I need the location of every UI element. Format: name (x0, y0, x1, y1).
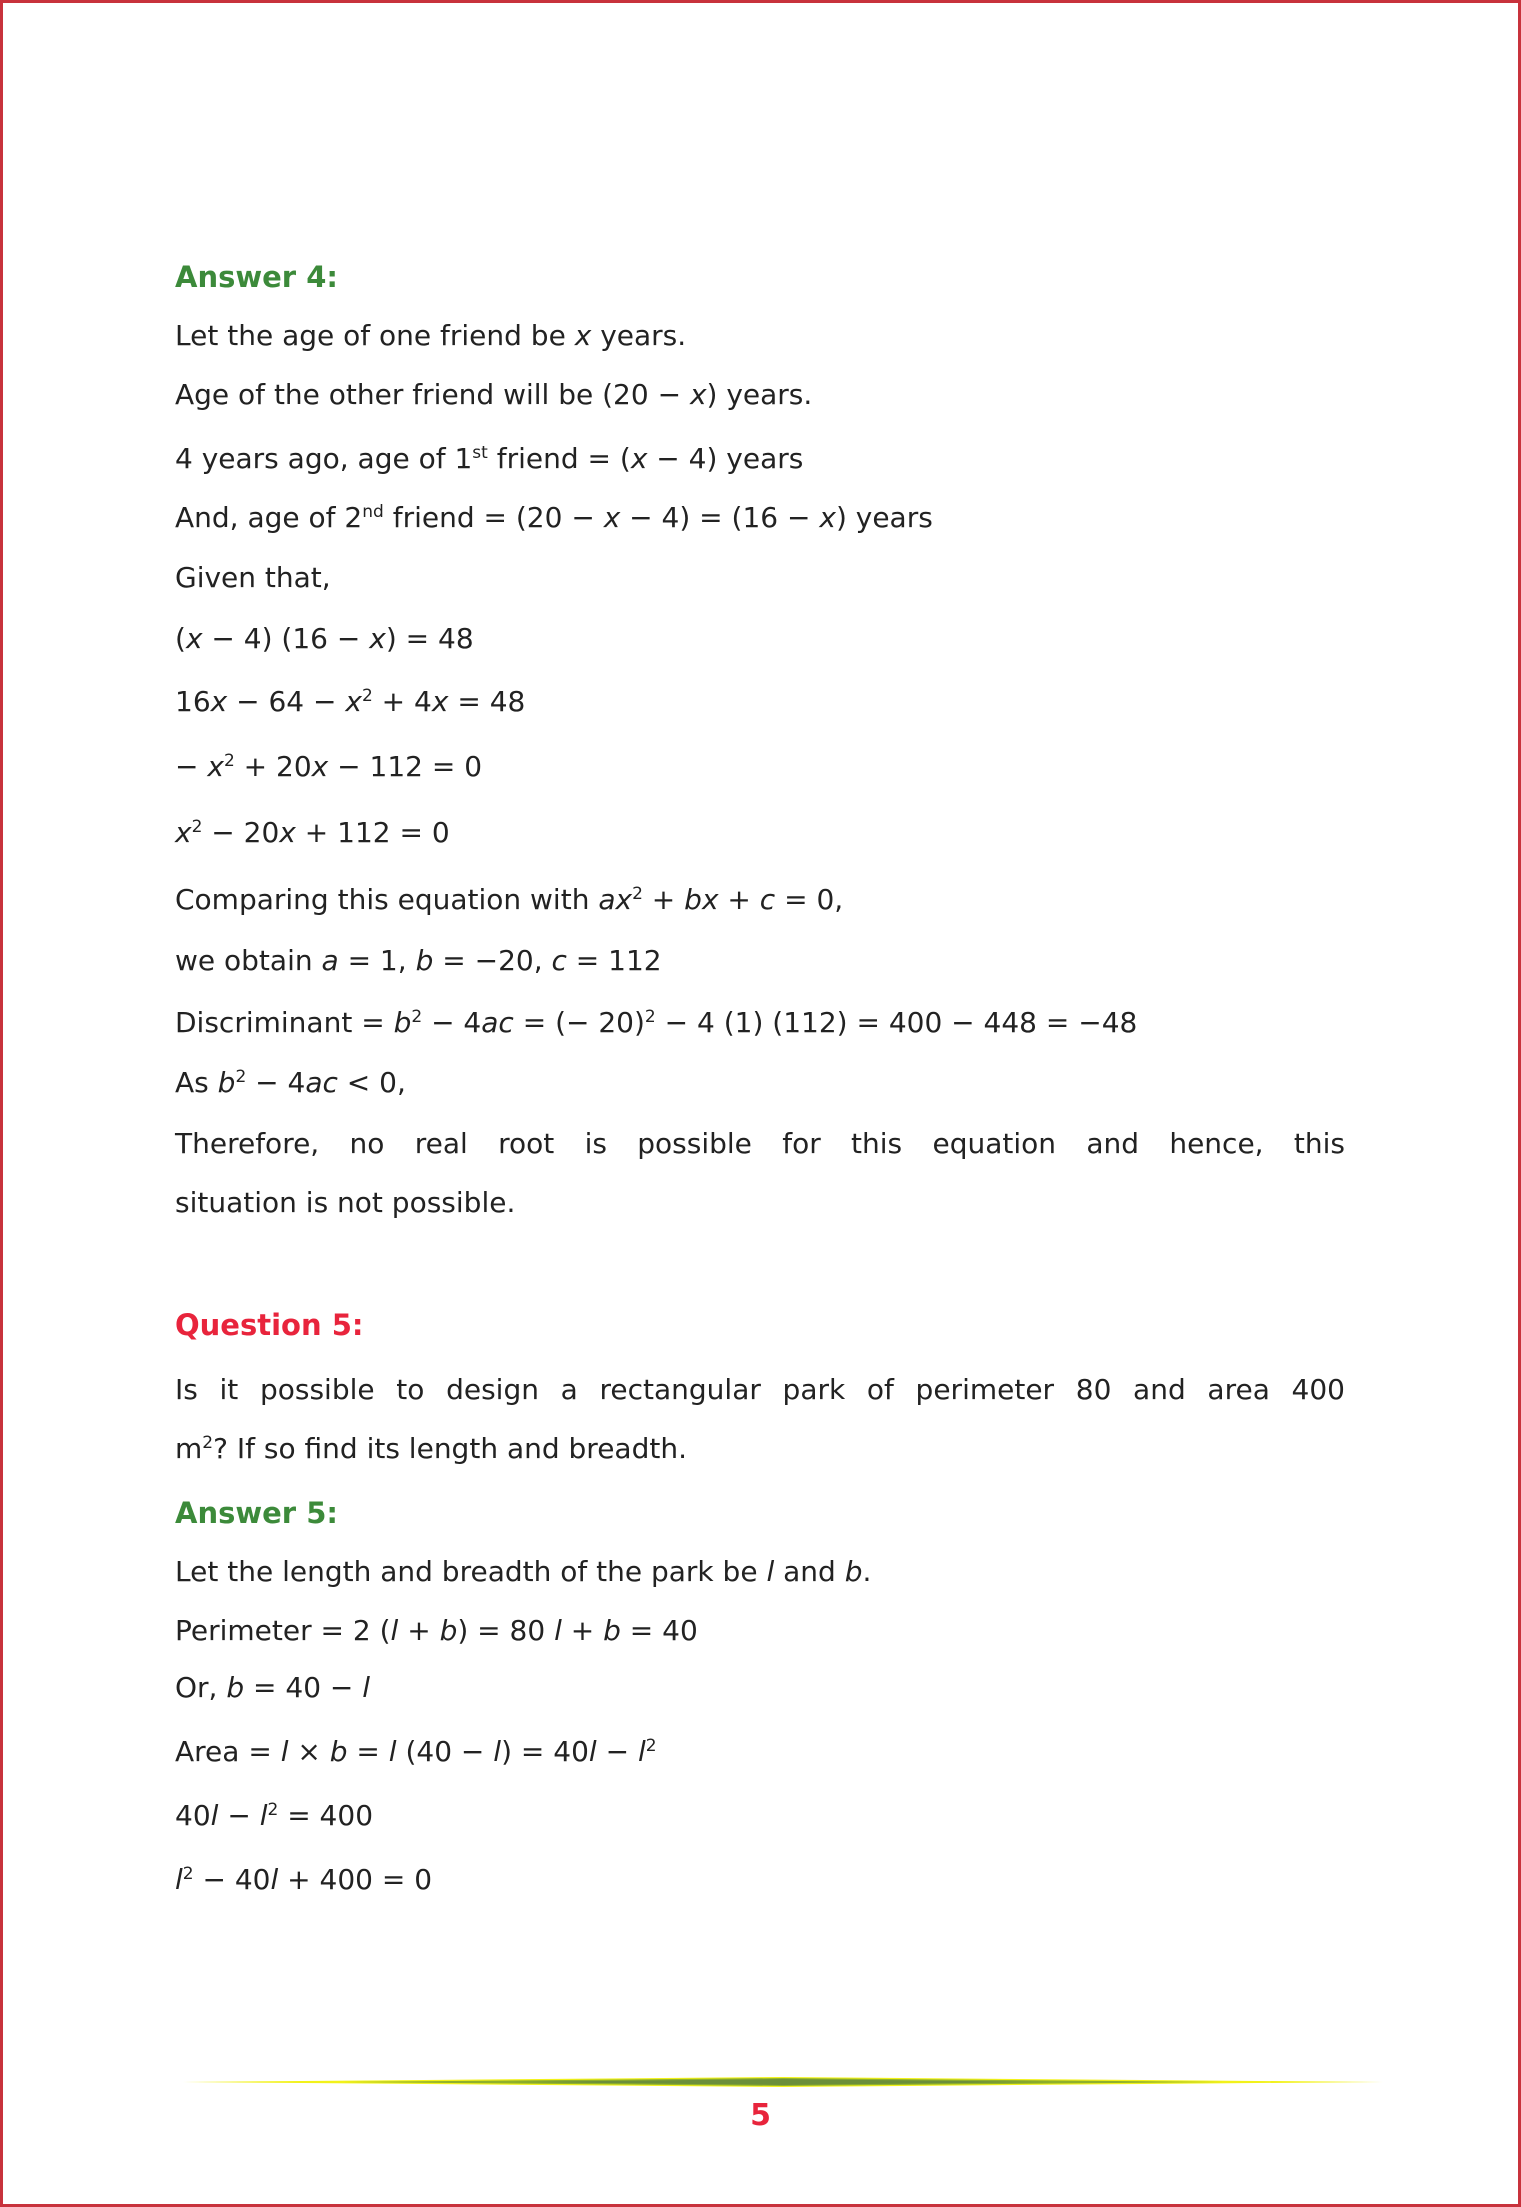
math-variable: a (321, 944, 339, 977)
superscript: 2 (632, 884, 643, 904)
text-run: − 4) (16 − (202, 622, 370, 655)
text-run: + 112 = 0 (295, 816, 450, 849)
text-run: − (175, 750, 208, 783)
text-run: Age of the other friend will be (20 − (175, 378, 690, 411)
text-line (175, 1614, 698, 1648)
text-run: ( (175, 622, 186, 655)
math-variable: x (279, 816, 296, 849)
text-run: (40 − (396, 1735, 494, 1768)
text-run: + 4 (372, 685, 432, 718)
math-variable: b (393, 1006, 412, 1039)
math-variable: x (345, 685, 362, 718)
text-line (175, 750, 482, 784)
text-run: ) years. (706, 378, 813, 411)
math-variable: x (574, 319, 592, 352)
math-variable: l (766, 1555, 775, 1588)
text-run: = 1, (338, 944, 416, 977)
superscript: 2 (223, 751, 235, 771)
text-run: ) = 40 (501, 1735, 589, 1768)
math-variable: l (210, 1799, 219, 1832)
math-variable: bx (684, 883, 719, 916)
text-run: ? If so find its length and breadth. (213, 1432, 687, 1465)
text-line (175, 816, 450, 850)
text-run: = −20, (433, 944, 552, 977)
text-line (175, 1671, 370, 1705)
math-variable: ac (305, 1066, 338, 1099)
math-variable: l (390, 1614, 399, 1647)
text-line (175, 1006, 1137, 1040)
math-variable: b (329, 1735, 348, 1768)
text-run: Therefore, no real root is possible for this equation and hence, this (175, 1127, 1345, 1160)
text-line (175, 561, 331, 595)
text-run: − 4 (246, 1066, 306, 1099)
text-run: + (561, 1614, 604, 1647)
superscript: 2 (411, 1007, 423, 1027)
text-run: Area = (175, 1735, 281, 1768)
superscript: 2 (202, 1433, 214, 1453)
superscript: 2 (191, 817, 203, 837)
text-run: 16 (175, 685, 211, 718)
text-run: = 40 (620, 1614, 698, 1647)
superscript: nd (362, 502, 384, 522)
math-variable: x (185, 622, 203, 655)
math-variable: x (689, 378, 707, 411)
text-run: Discriminant = (175, 1006, 394, 1039)
math-variable: x (175, 816, 192, 849)
math-variable: l (175, 1863, 183, 1896)
math-variable: l (588, 1735, 597, 1768)
text-run: m (175, 1432, 203, 1465)
text-run: = (− 20) (513, 1006, 645, 1039)
text-run: − 4 (1) (112) = 400 − 448 = −48 (655, 1006, 1138, 1039)
superscript: 2 (235, 1067, 247, 1087)
section-heading (175, 1496, 338, 1530)
text-run: < 0, (337, 1066, 406, 1099)
text-run: 40 (175, 1799, 211, 1832)
math-variable: b (603, 1614, 621, 1647)
math-variable: ac (481, 1006, 514, 1039)
text-run: Let the length and breadth of the park be (175, 1555, 767, 1588)
math-variable: x (210, 685, 228, 718)
text-line (175, 622, 474, 656)
superscript: 2 (267, 1800, 279, 1820)
math-variable: l (362, 1671, 371, 1704)
text-run: = 48 (448, 685, 526, 718)
math-variable: x (311, 750, 329, 783)
math-variable: c (759, 883, 776, 916)
text-run: Answer 4: (175, 260, 338, 294)
math-variable: l (388, 1735, 397, 1768)
text-line (175, 1127, 1345, 1161)
text-run: − 4) = (16 − (620, 501, 820, 534)
math-variable: b (415, 944, 434, 977)
text-run: Or, (175, 1671, 227, 1704)
text-run: − 40 (193, 1863, 271, 1896)
text-line (175, 1735, 657, 1769)
superscript: 2 (645, 1736, 657, 1756)
text-run: + 400 = 0 (278, 1863, 433, 1896)
superscript: 2 (182, 1864, 194, 1884)
text-run: − (596, 1735, 638, 1768)
math-variable: b (217, 1066, 236, 1099)
text-run: − (218, 1799, 260, 1832)
text-line (175, 1799, 373, 1833)
text-run: ) = 80 (457, 1614, 555, 1647)
math-variable: x (603, 501, 621, 534)
text-run: + (718, 883, 760, 916)
text-run: Given that, (175, 561, 331, 594)
text-line (175, 944, 662, 978)
text-run: Is it possible to design a rectangular park of perimeter 80 and area 400 (175, 1373, 1345, 1406)
superscript: 2 (644, 1007, 656, 1027)
text-run: = 40 − (244, 1671, 363, 1704)
text-line (175, 501, 933, 535)
text-line (175, 1066, 406, 1100)
text-run: friend = (20 − (383, 501, 604, 534)
text-line (175, 685, 525, 719)
text-run: ) years (835, 501, 933, 534)
text-line (175, 1432, 687, 1466)
text-run: ) = 48 (385, 622, 474, 655)
math-variable: c (551, 944, 567, 977)
text-run: . (862, 1555, 872, 1588)
text-run: + (642, 883, 685, 916)
text-run: situation is not possible. (175, 1186, 516, 1219)
text-line (175, 442, 803, 476)
text-run: + 20 (234, 750, 312, 783)
page-number: 5 (750, 2098, 771, 2133)
text-line (175, 319, 686, 353)
math-variable: x (819, 501, 836, 534)
math-variable: b (844, 1555, 863, 1588)
text-line (175, 883, 843, 917)
text-line (175, 1555, 871, 1589)
text-run: friend = ( (487, 442, 631, 475)
text-line (175, 378, 812, 412)
text-run: Comparing this equation with (175, 883, 599, 916)
footer-divider (183, 2076, 1383, 2088)
math-variable: x (369, 622, 386, 655)
text-run: = (347, 1735, 389, 1768)
text-run: Question 5: (175, 1308, 364, 1342)
text-run: years. (591, 319, 687, 352)
text-run: − 4 (422, 1006, 482, 1039)
text-run: = 400 (278, 1799, 374, 1832)
math-variable: x (431, 685, 449, 718)
math-variable: ax (598, 883, 633, 916)
text-run: And, age of 2 (175, 501, 363, 534)
text-run: Answer 5: (175, 1496, 338, 1530)
math-variable: l (270, 1863, 279, 1896)
text-line (175, 1186, 515, 1220)
text-run: − 4) years (647, 442, 804, 475)
math-variable: l (637, 1735, 646, 1768)
text-run: = 112 (566, 944, 662, 977)
superscript: 2 (361, 686, 373, 706)
text-line (175, 1373, 1345, 1407)
text-run: Perimeter = 2 ( (175, 1614, 391, 1647)
math-variable: b (226, 1671, 245, 1704)
math-variable: l (493, 1735, 502, 1768)
math-variable: b (439, 1614, 458, 1647)
math-variable: x (207, 750, 224, 783)
text-run: Let the age of one friend be (175, 319, 575, 352)
text-run: and (774, 1555, 845, 1588)
text-run: − 64 − (227, 685, 346, 718)
text-run: − 112 = 0 (328, 750, 483, 783)
text-run: + (398, 1614, 440, 1647)
text-run: = 0, (775, 883, 844, 916)
section-heading (175, 1308, 363, 1342)
math-variable: l (554, 1614, 562, 1647)
text-run: − 20 (202, 816, 280, 849)
text-run: we obtain (175, 944, 322, 977)
math-variable: l (280, 1735, 289, 1768)
math-variable: l (259, 1799, 268, 1832)
text-run: As (175, 1066, 218, 1099)
text-run: × (288, 1735, 330, 1768)
superscript: st (472, 443, 488, 463)
section-heading (175, 260, 338, 294)
math-variable: x (630, 442, 648, 475)
text-line (175, 1863, 432, 1897)
text-run: 4 years ago, age of 1 (175, 442, 473, 475)
